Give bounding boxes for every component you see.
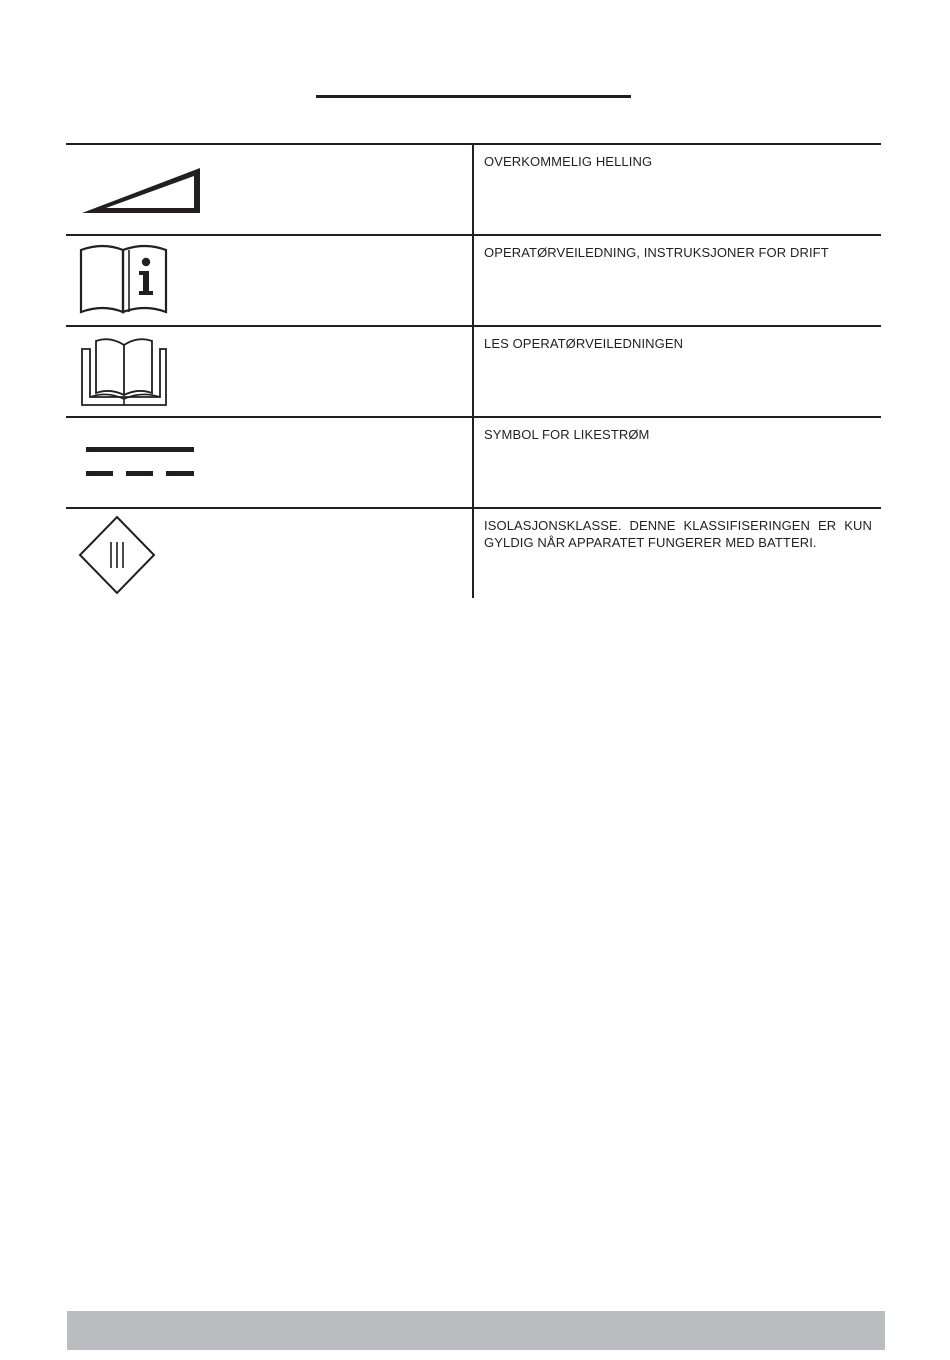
symbol-table [66,143,881,598]
table-row [66,509,881,598]
icon-cell [66,418,474,507]
table-row [66,418,881,509]
symbol-description: OPERATØRVEILEDNING, INSTRUKSJONER FOR DRIFT [484,245,829,260]
footer-bar [67,1311,885,1350]
direct-current-icon [86,445,198,479]
operator-manual-info-icon [78,242,170,316]
read-manual-icon [80,333,170,407]
table-row [66,327,881,418]
icon-cell [66,509,474,598]
symbol-description: ISOLASJONSKLASSE. DENNE KLASSIFISERINGEN ER KUN GYLDIG NÅR APPARATET FUNGERER MED BATTERI. [484,518,872,550]
icon-cell [66,327,474,416]
symbol-description: LES OPERATØRVEILEDNINGEN [484,336,684,351]
icon-cell [66,145,474,234]
insulation-class-iii-icon [78,515,158,595]
title-rule [316,95,631,98]
symbol-description: OVERKOMMELIG HELLING [484,154,653,169]
symbol-description: SYMBOL FOR LIKESTRØM [484,427,650,442]
table-row [66,236,881,327]
icon-cell [66,236,474,325]
table-row [66,145,881,236]
slope-icon [80,165,202,215]
